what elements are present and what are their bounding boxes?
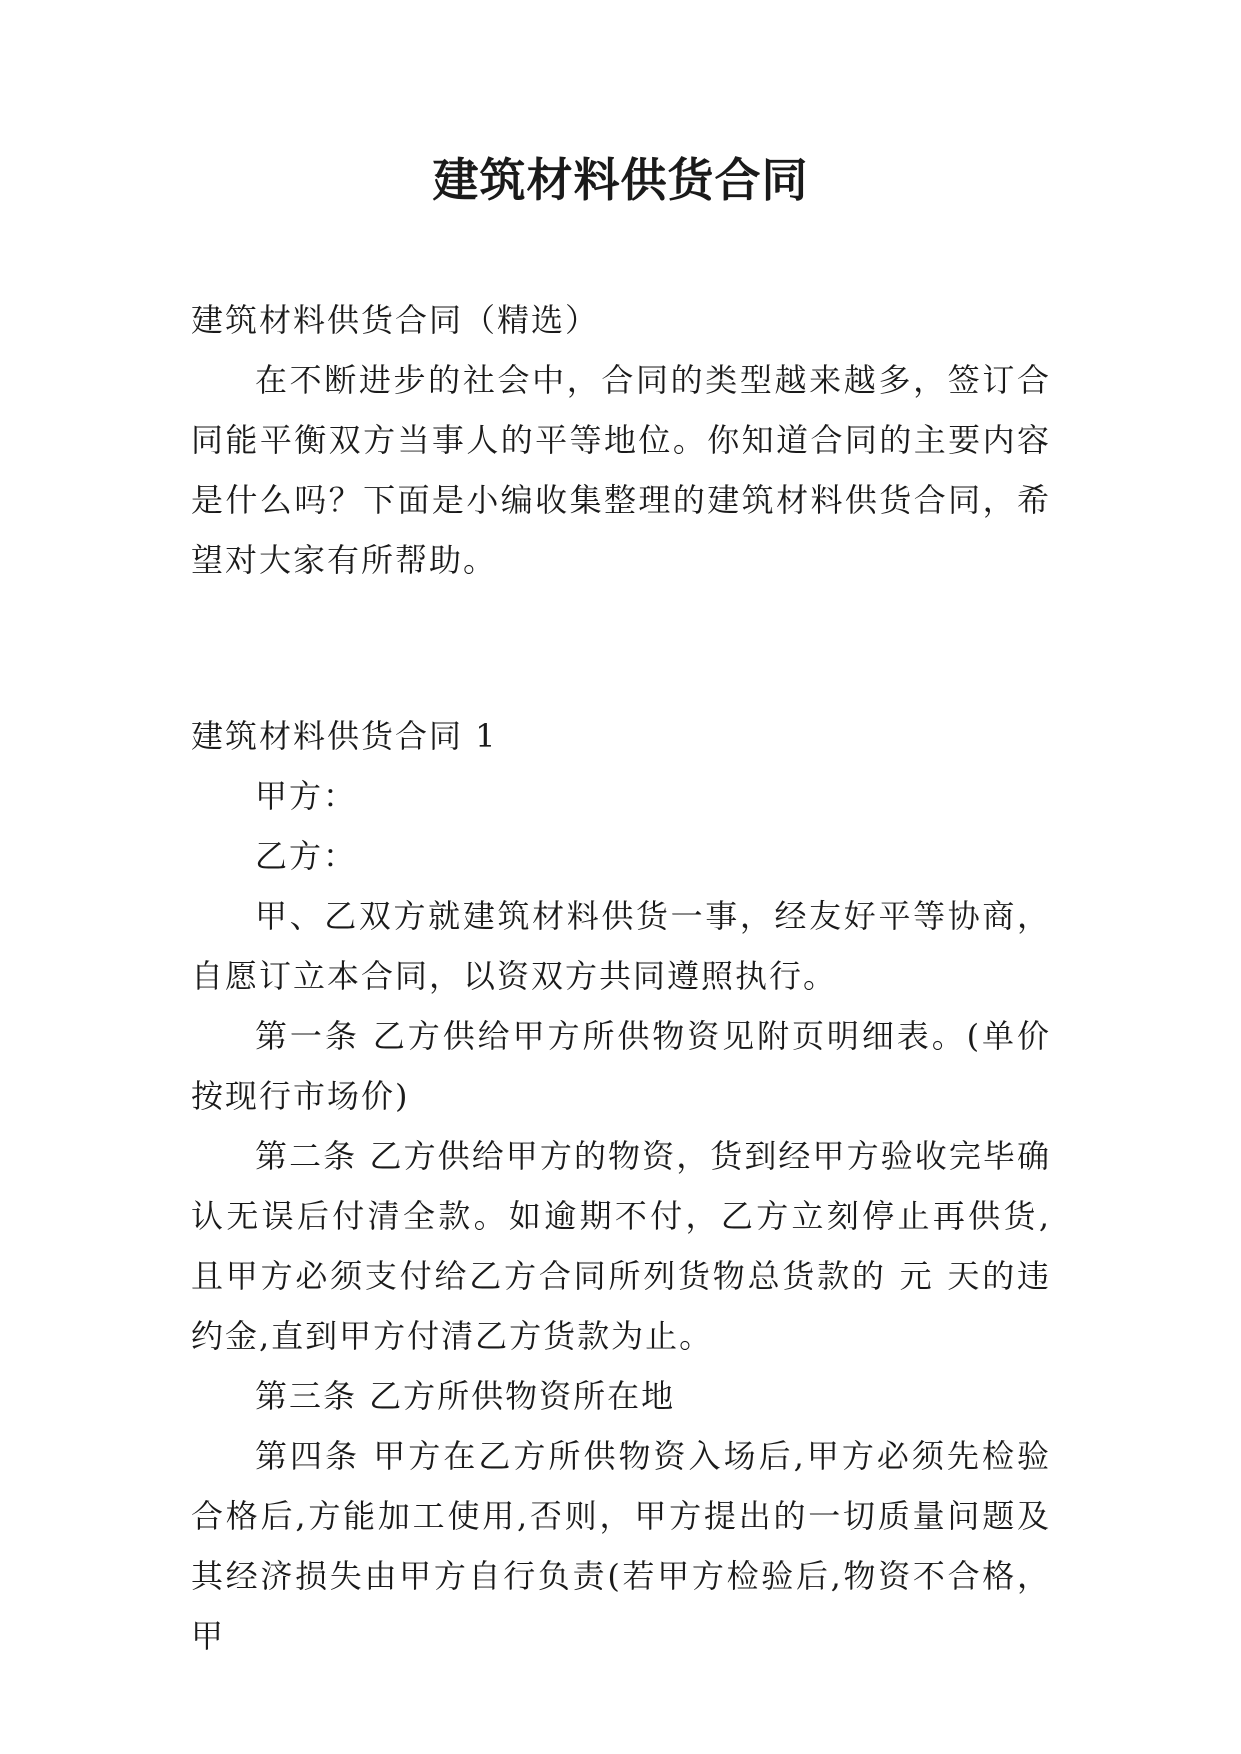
article-2: 第二条 乙方供给甲方的物资，货到经甲方验收完毕确认无误后付清全款。如逾期不付，乙方立刻停止再供货,且甲方必须支付给乙方合同所列货物总货款的 元 天的违约金,直到甲方付清乙方货款为止。 — [191, 1137, 1051, 1355]
article-4: 第四条 甲方在乙方所供物资入场后,甲方必须先检验合格后,方能加工使用,否则，甲方提出的一切质量问题及其经济损失由甲方自行负责(若甲方检验后,物资不合格，甲 — [191, 1437, 1051, 1655]
document-body — [191, 290, 1051, 1666]
document-subtitle: 建筑材料供货合同（精选） — [191, 301, 600, 339]
article-3: 第三条 乙方所供物资所在地 — [255, 1377, 676, 1415]
section-heading: 建筑材料供货合同 1 — [191, 717, 498, 755]
article-1: 第一条 乙方供给甲方所供物资见附页明细表。(单价按现行市场价) — [191, 1017, 1051, 1115]
party-a-line: 甲方： — [255, 777, 358, 815]
preamble-paragraph: 甲、乙双方就建筑材料供货一事，经友好平等协商，自愿订立本合同，以资双方共同遵照执行。 — [191, 897, 1051, 995]
document-title: 建筑材料供货合同 — [432, 153, 809, 207]
party-b-line: 乙方： — [255, 837, 358, 875]
intro-paragraph: 在不断进步的社会中，合同的类型越来越多，签订合同能平衡双方当事人的平等地位。你知道合同的主要内容是什么吗？下面是小编收集整理的建筑材料供货合同，希望对大家有所帮助。 — [191, 361, 1051, 579]
section-spacer — [191, 590, 1051, 706]
